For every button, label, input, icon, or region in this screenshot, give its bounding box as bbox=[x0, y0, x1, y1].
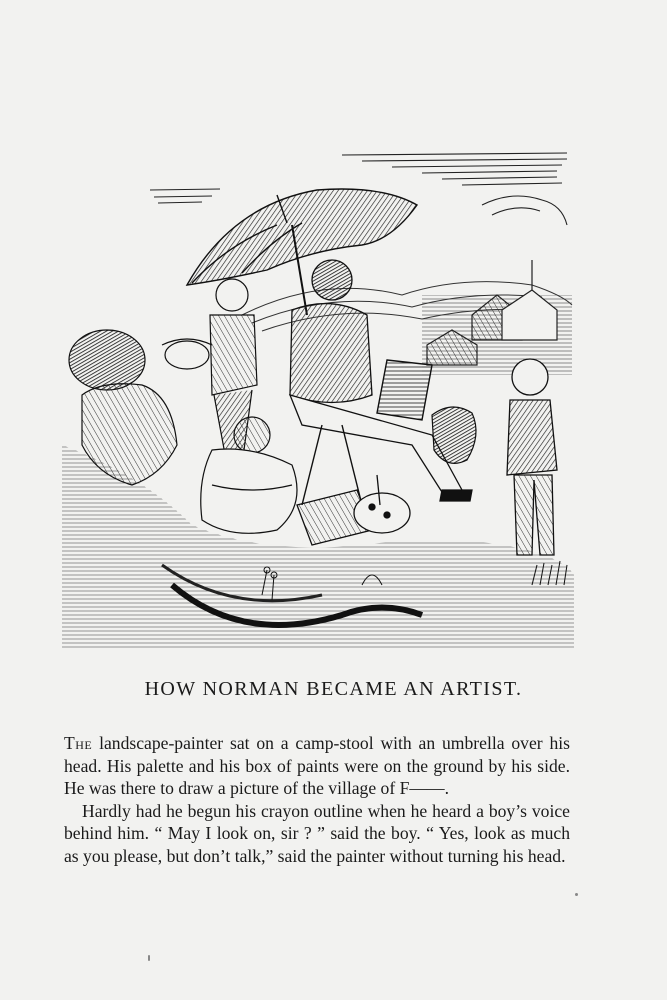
chapter-title: HOW NORMAN BECAME AN ARTIST. bbox=[144, 678, 523, 700]
paragraph-2-text: Hardly had he begun his crayon outline when he heard a boy’s voice behind him. “ May I look on, sir ? ” said the boy. “ Yes, look as much as you please, but don’t talk,” said the painter without turning his head. bbox=[64, 800, 570, 866]
drop-word: The bbox=[64, 733, 93, 753]
paragraph-1 bbox=[64, 732, 570, 800]
boy-right bbox=[507, 359, 557, 555]
engraving-drawing bbox=[62, 145, 574, 650]
paint-box-and-palette bbox=[297, 475, 410, 545]
engraving-illustration bbox=[62, 145, 574, 650]
print-speck bbox=[575, 893, 578, 896]
paragraph-1-text: landscape-painter sat on a camp-stool with an umbrella over his head. His palette and his box of paints were on the ground by his side. He was there to draw a picture of the village of F——. bbox=[64, 733, 570, 798]
print-speck bbox=[148, 955, 150, 961]
crouching-boy bbox=[201, 417, 297, 533]
story-text bbox=[64, 732, 570, 867]
paragraph-2 bbox=[64, 800, 570, 868]
dog bbox=[432, 407, 476, 463]
